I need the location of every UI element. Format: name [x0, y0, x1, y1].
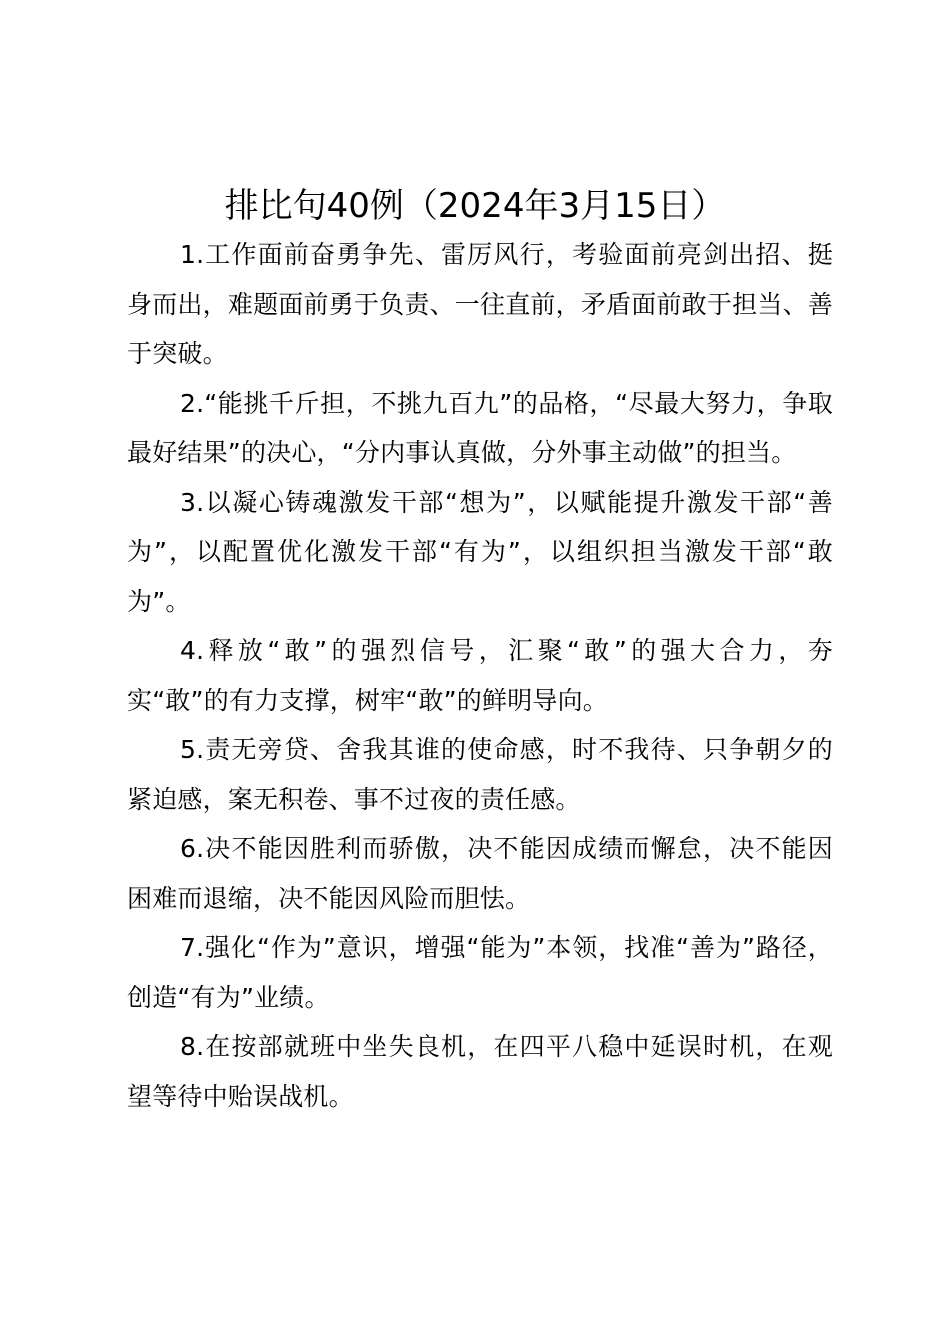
paragraph-8: 8.在按部就班中坐失良机，在四平八稳中延误时机，在观望等待中贻误战机。	[127, 1032, 833, 1111]
paragraph-7: 7.强化“作为”意识，增强“能为”本领，找准“善为”路径，创造“有为”业绩。	[127, 933, 833, 1012]
paragraph-2: 2.“能挑千斤担，不挑九百九”的品格，“尽最大努力，争取最好结果”的决心，“分内事认真做，分外事主动做”的担当。	[127, 388, 833, 467]
document-title: 排比句40例（2024年3月15日）	[224, 186, 726, 226]
paragraph-1: 1.工作面前奋勇争先、雷厉风行，考验面前亮剑出招、挺身而出，难题面前勇于负责、一往直前，矛盾面前敢于担当、善于突破。	[127, 240, 833, 368]
paragraph-6: 6.决不能因胜利而骄傲，决不能因成绩而懈怠，决不能因困难而退缩，决不能因风险而胆怯。	[127, 834, 833, 913]
paragraph-5: 5.责无旁贷、舍我其谁的使命感，时不我待、只争朝夕的紧迫感，案无积卷、事不过夜的责任感。	[127, 735, 833, 814]
document-body	[127, 230, 833, 1121]
paragraph-3: 3.以凝心铸魂激发干部“想为”，以赋能提升激发干部“善为”，以配置优化激发干部“有为”，以组织担当激发干部“敢为”。	[127, 487, 833, 616]
paragraph-4: 4.释放“敢”的强烈信号，汇聚“敢”的强大合力，夯实“敢”的有力支撑，树牢“敢”的鲜明导向。	[127, 636, 833, 715]
